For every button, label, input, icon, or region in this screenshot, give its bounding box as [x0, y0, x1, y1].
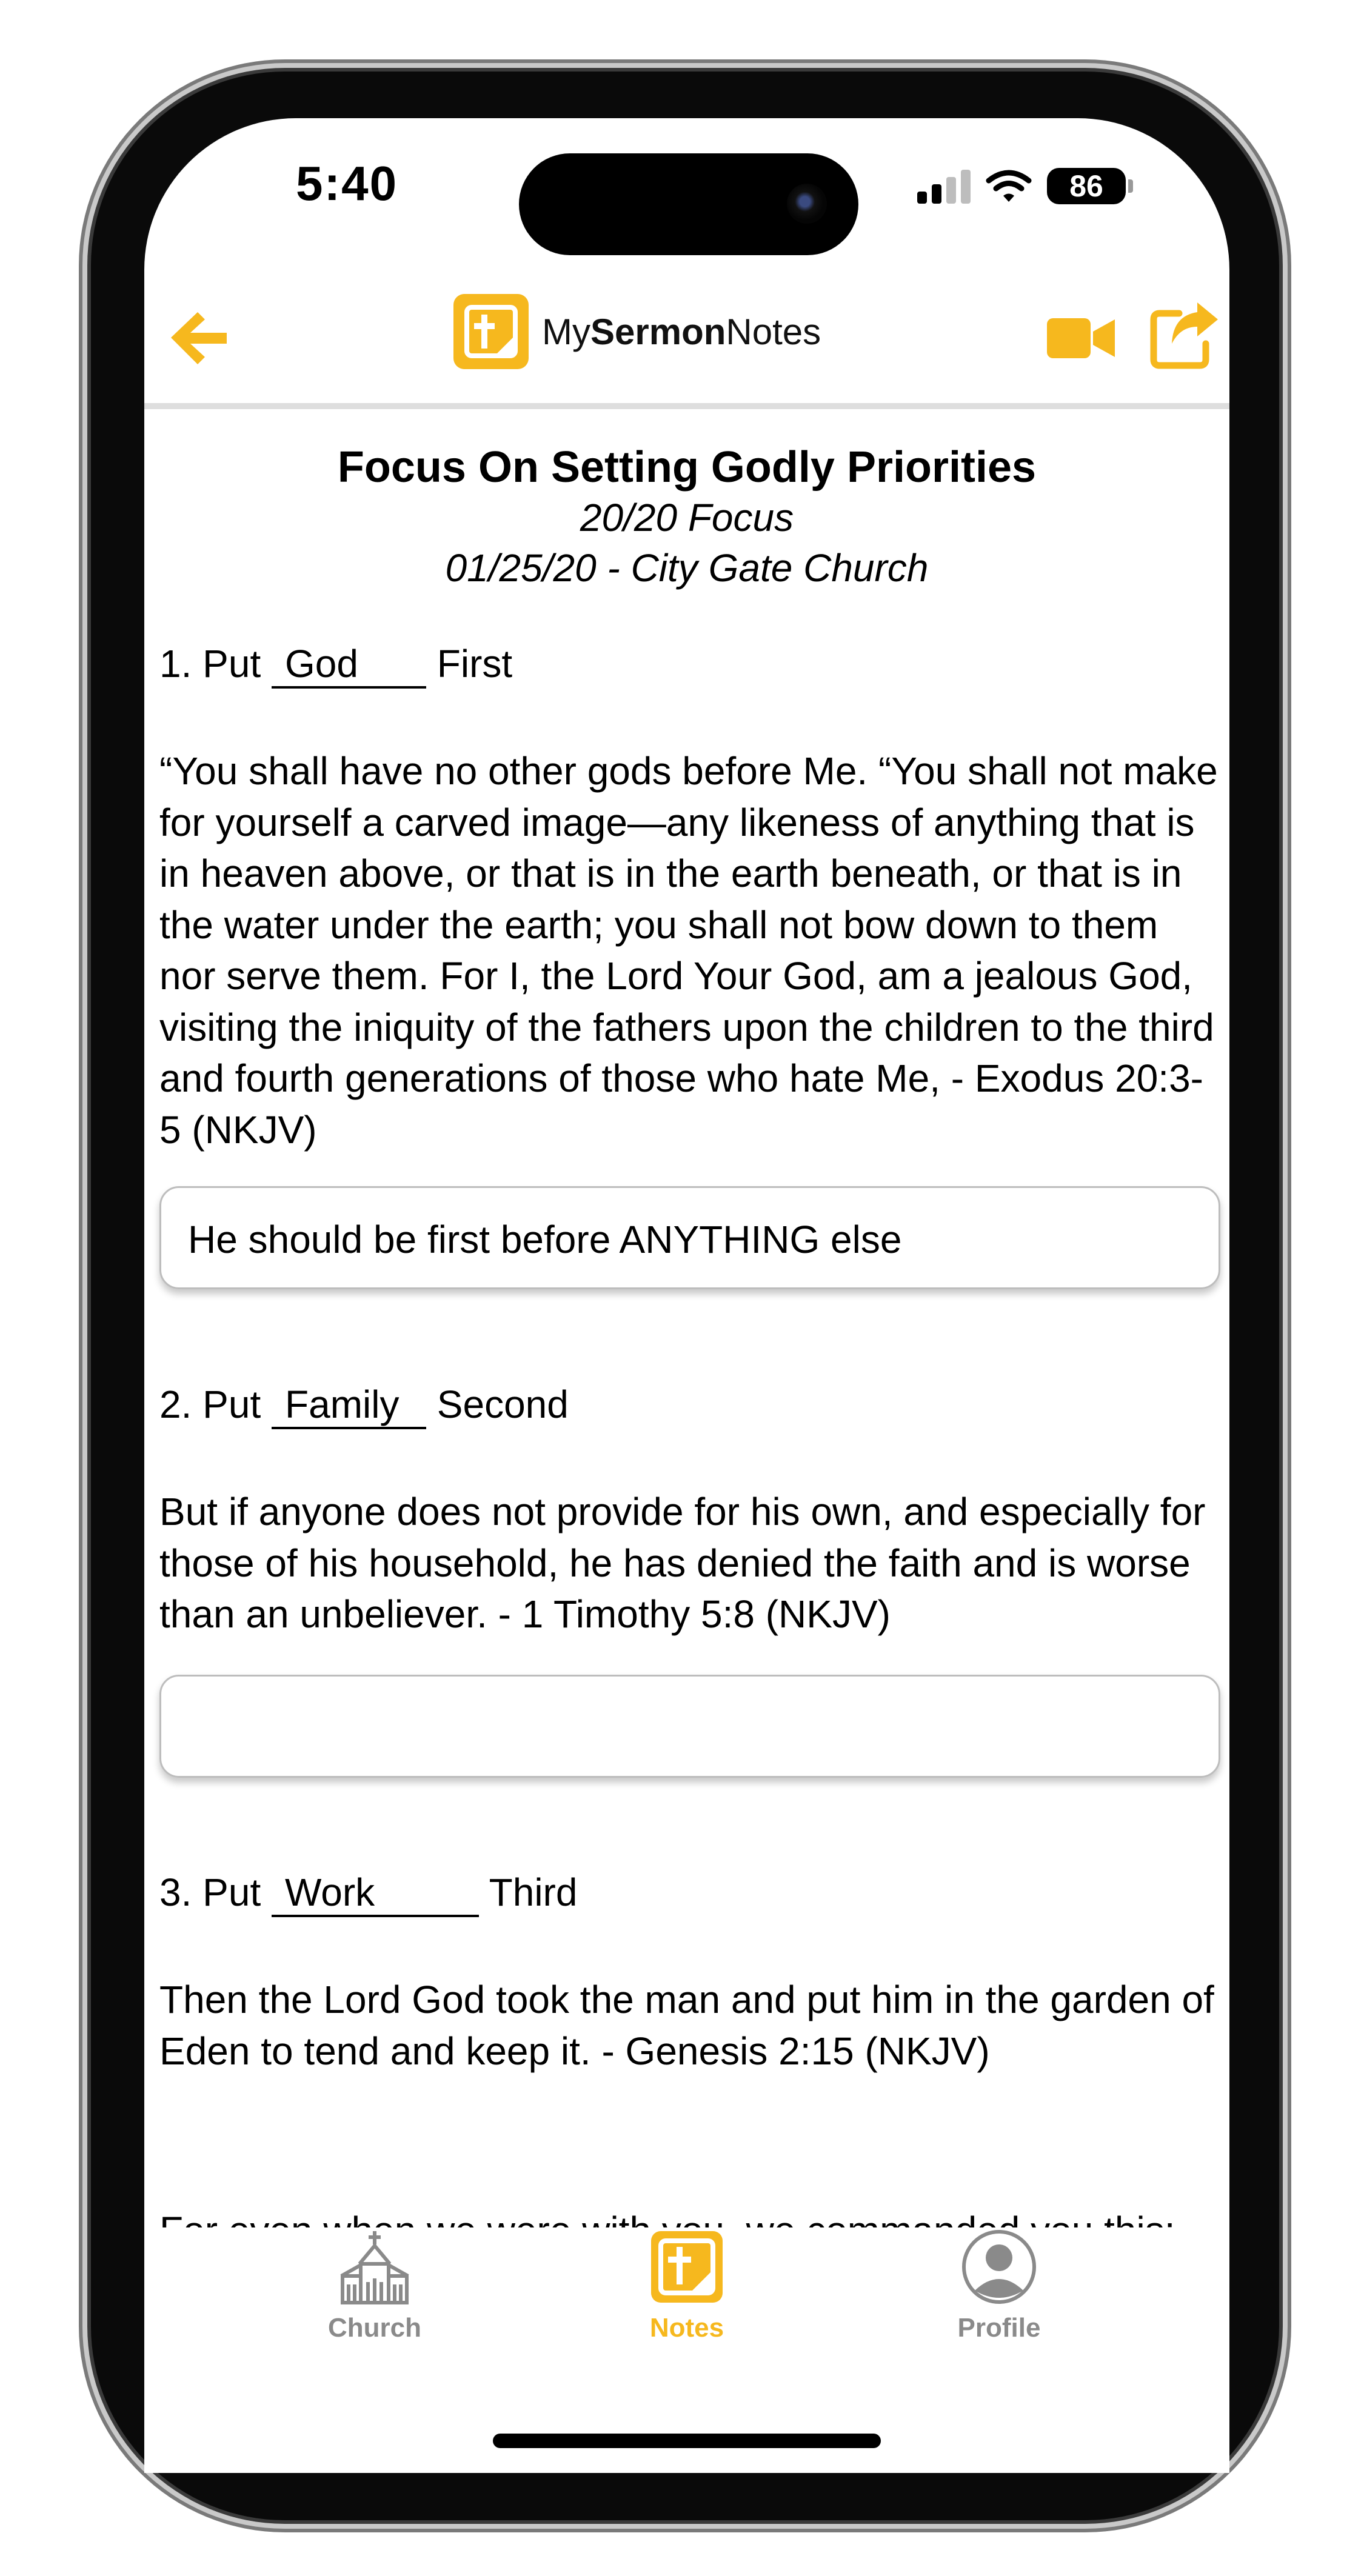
video-camera-icon[interactable]	[1045, 305, 1117, 372]
tab-label: Notes	[649, 2313, 724, 2343]
notes-cross-logo-icon	[453, 294, 529, 369]
app-brand-name	[542, 311, 821, 353]
share-icon[interactable]	[1148, 299, 1220, 372]
status-icons	[917, 162, 1133, 210]
sermon-date-church: 01/25/20 - City Gate Church	[445, 546, 929, 590]
point-suffix: Second	[436, 1383, 569, 1426]
point-3	[159, 1870, 577, 1917]
battery-tip	[1128, 179, 1133, 193]
app-header	[144, 282, 1229, 409]
status-time: 5:40	[296, 156, 398, 210]
tab-notes[interactable]	[596, 2227, 778, 2343]
note-input-1[interactable]: He should be first before ANYTHING else	[159, 1186, 1220, 1289]
app-logo	[453, 294, 821, 369]
battery-icon	[1047, 168, 1126, 204]
wifi-icon	[986, 169, 1031, 204]
tab-label: Church	[328, 2313, 421, 2343]
notes-icon	[647, 2227, 726, 2306]
brand-bold: Sermon	[590, 311, 726, 352]
fill-in-blank-answer[interactable]: Family	[272, 1382, 426, 1429]
scripture-verse-2: But if anyone does not provide for his own, and especially for those of his household, he has denied the faith and is worse than an unbeliever. - 1 Timothy 5:8 (NKJV)	[159, 1490, 1206, 1636]
dynamic-island	[519, 153, 858, 255]
phone-screen	[144, 118, 1229, 2473]
point-suffix: First	[436, 642, 513, 686]
back-arrow-icon[interactable]	[162, 301, 235, 374]
scripture-verse-1: “You shall have no other gods before Me. “You shall not make for yourself a carved image—any likeness of anything that is in heaven above, or that is in the earth beneath, or that is in the water under the earth; you shall not bow down to them nor serve them. For I, the Lord Your God, am a jealous God, visiting the iniquity of the fathers upon the children to the third and fourth generations of those who hate Me, - Exodus 20:3-5 (NKJV)	[159, 749, 1218, 1152]
front-camera	[787, 184, 827, 224]
fill-in-blank-answer[interactable]: God	[272, 641, 426, 689]
church-icon	[335, 2227, 414, 2306]
point-prefix: 3. Put	[159, 1870, 261, 1914]
battery-level: 86	[1069, 169, 1103, 203]
point-prefix: 2. Put	[159, 1383, 261, 1426]
tab-church[interactable]	[284, 2227, 466, 2343]
brand-suffix: Notes	[726, 311, 821, 352]
profile-icon	[960, 2227, 1038, 2306]
signal-icon	[917, 169, 971, 204]
home-indicator[interactable]	[493, 2434, 881, 2448]
tab-label: Profile	[957, 2313, 1041, 2343]
fill-in-blank-answer[interactable]: Work	[272, 1870, 479, 1917]
note-input-2[interactable]	[159, 1675, 1220, 1778]
point-prefix: 1. Put	[159, 642, 261, 686]
tab-profile[interactable]	[908, 2227, 1090, 2343]
point-1	[159, 641, 512, 689]
brand-prefix: My	[542, 311, 590, 352]
point-suffix: Third	[489, 1870, 578, 1914]
sermon-series: 20/20 Focus	[580, 496, 794, 539]
sermon-title: Focus On Setting Godly Priorities	[337, 443, 1037, 492]
point-2	[159, 1382, 569, 1429]
scripture-verse-3: Then the Lord God took the man and put him in the garden of Eden to tend and keep it. - Genesis 2:15 (NKJV)	[159, 1978, 1214, 2073]
sermon-notes-content[interactable]	[144, 409, 1229, 2227]
